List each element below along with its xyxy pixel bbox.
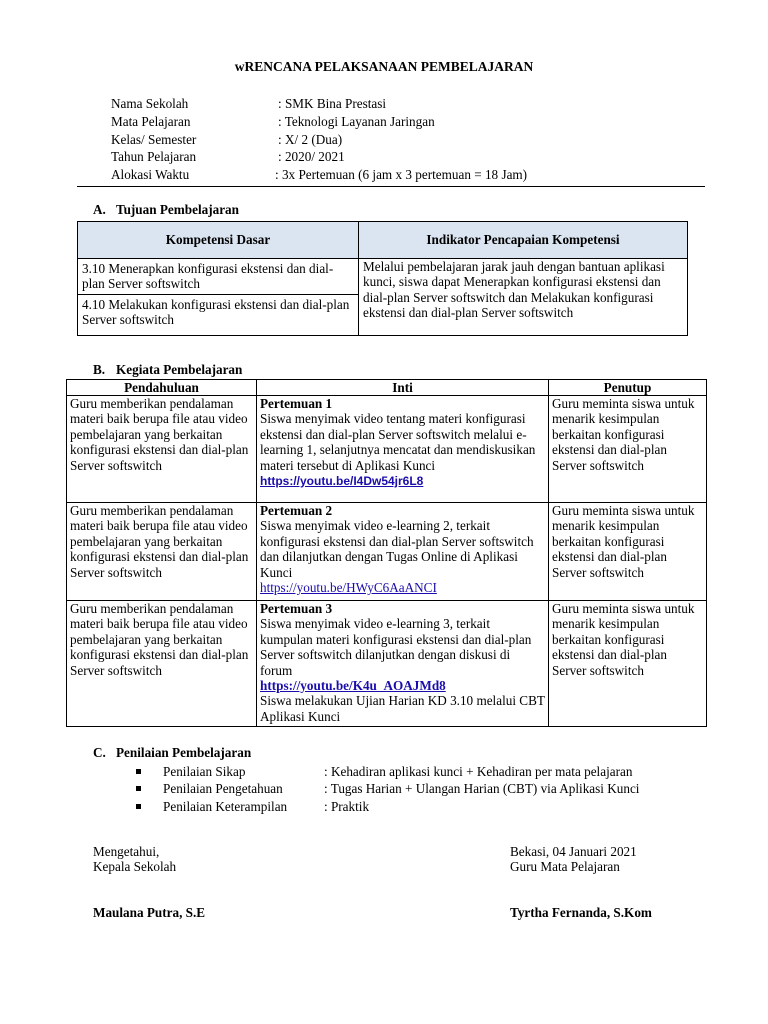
table-row [67,503,707,601]
inti-extra-text: Siswa melakukan Ujian Harian KD 3.10 melalui CBT Aplikasi Kunci [260,693,545,724]
info-label: Alokasi Waktu [111,167,190,182]
table-row [67,396,707,503]
pendahuluan-cell: Guru memberikan pendalaman materi baik berupa file atau video pembelajaran yang berkaitan konfigurasi ekstensi dan dial-plan Server softswitch [67,601,257,727]
pendahuluan-cell: Guru memberikan pendalaman materi baik berupa file atau video pembelajaran yang berkaitan konfigurasi ekstensi dan dial-plan Server softswitch [67,396,257,503]
table-a-indikator [358,258,688,336]
indikator-text: Melalui pembelajaran jarak jauh dengan bantuan aplikasi kunci, siswa dapat Menerapkan konfigurasi ekstensi dan dial-plan Server softswitch dan Melakukan konfigurasi ekstensi dan dial-plan Server softswitch [363,259,665,321]
table-a-header-kd [77,221,359,259]
pertemuan-title: Pertemuan 2 [260,503,333,518]
section-title: Tujuan Pembelajaran [116,202,239,217]
sign-left-line2: Kepala Sekolah [93,859,177,874]
table-a-kd-310 [77,258,359,295]
assessment-value: : Tugas Harian + Ulangan Harian (CBT) via Aplikasi Kunci [324,781,640,796]
video-link[interactable]: https://youtu.be/I4Dw54jr6L8 [260,474,424,489]
section-title: Penilaian Pembelajaran [116,745,252,760]
info-value: : SMK Bina Prestasi [278,96,387,111]
video-link[interactable]: https://youtu.be/K4u_AOAJMd8 [260,678,446,694]
penutup-cell: Guru meminta siswa untuk menarik kesimpulan berkaitan konfigurasi ekstensi dan dial-plan Server softswitch [549,503,707,601]
inti-cell [257,396,549,503]
assessment-value: : Kehadiran aplikasi kunci + Kehadiran per mata pelajaran [324,764,633,779]
table-a-kd-410 [77,294,359,336]
video-link[interactable]: https://youtu.be/HWyC6AaANCI [260,580,437,596]
section-letter: B. [93,362,106,377]
section-title: Kegiata Pembelajaran [116,362,243,377]
info-label: Tahun Pelajaran [111,149,197,164]
info-value: : X/ 2 (Dua) [278,132,343,147]
info-value: : Teknologi Layanan Jaringan [278,114,435,129]
inti-cell [257,503,549,601]
inti-text: Siswa menyimak video e-learning 2, terkait konfigurasi ekstensi dan dial-plan Server softswitch dan dilanjutkan dengan Tugas Online di Aplikasi Kunci [260,518,534,580]
info-label: Nama Sekolah [111,96,189,111]
sign-right-line1: Bekasi, 04 Januari 2021 [510,844,637,859]
penutup-cell: Guru meminta siswa untuk menarik kesimpulan berkaitan konfigurasi ekstensi dan dial-plan Server softswitch [549,396,707,503]
table-row [67,601,707,727]
inti-text: Siswa menyimak video tentang materi konfigurasi ekstensi dan dial-plan Server softswitch melalui e-learning 1, selanjutnya mencatat dan mendiskusikan materi tersebut di Aplikasi Kunci [260,411,536,473]
column-header: Indikator Pencapaian Kompetensi [426,232,620,248]
info-value: : 2020/ 2021 [278,149,345,164]
table-a-header-indikator [358,221,688,259]
column-header-inti: Inti [257,380,549,396]
assessment-label: Penilaian Sikap [163,764,246,779]
column-header-pendahuluan: Pendahuluan [67,380,257,396]
info-label: Kelas/ Semester [111,132,197,147]
column-header-penutup: Penutup [549,380,707,396]
bullet-icon [136,804,141,809]
info-value: : 3x Pertemuan (6 jam x 3 pertemuan = 18 Jam) [275,167,528,182]
assessment-label: Penilaian Pengetahuan [163,781,283,796]
info-label: Mata Pelajaran [111,114,191,129]
sign-right-line2: Guru Mata Pelajaran [510,859,620,874]
section-letter: A. [93,202,106,217]
kd-text: 4.10 Melakukan konfigurasi ekstensi dan dial-plan Server softswitch [82,297,350,328]
column-header: Kompetensi Dasar [165,232,271,248]
assessment-value: : Praktik [324,799,370,814]
document-title: wRENCANA PELAKSANAAN PEMBELAJARAN [234,59,534,74]
sign-left-line1: Mengetahui, [93,844,160,859]
inti-cell [257,601,549,727]
pertemuan-title: Pertemuan 1 [260,396,333,411]
principal-name: Maulana Putra, S.E [93,905,206,920]
bullet-icon [136,769,141,774]
activity-table [66,379,707,727]
inti-text: Siswa menyimak video e-learning 3, terkait kumpulan materi konfigurasi ekstensi dan dial-plan Server softswitch dilanjutkan dengan diskusi di forum [260,616,532,678]
table-header-row [67,380,707,396]
section-letter: C. [93,745,106,760]
bullet-icon [136,786,141,791]
pertemuan-title: Pertemuan 3 [260,601,333,616]
kd-text: 3.10 Menerapkan konfigurasi ekstensi dan dial-plan Server softswitch [82,261,334,292]
assessment-label: Penilaian Keterampilan [163,799,288,814]
teacher-name: Tyrtha Fernanda, S.Kom [510,905,652,920]
penutup-cell: Guru meminta siswa untuk menarik kesimpulan berkaitan konfigurasi ekstensi dan dial-plan Server softswitch [549,601,707,727]
pendahuluan-cell: Guru memberikan pendalaman materi baik berupa file atau video pembelajaran yang berkaitan konfigurasi ekstensi dan dial-plan Server softswitch [67,503,257,601]
header-divider [77,186,705,187]
